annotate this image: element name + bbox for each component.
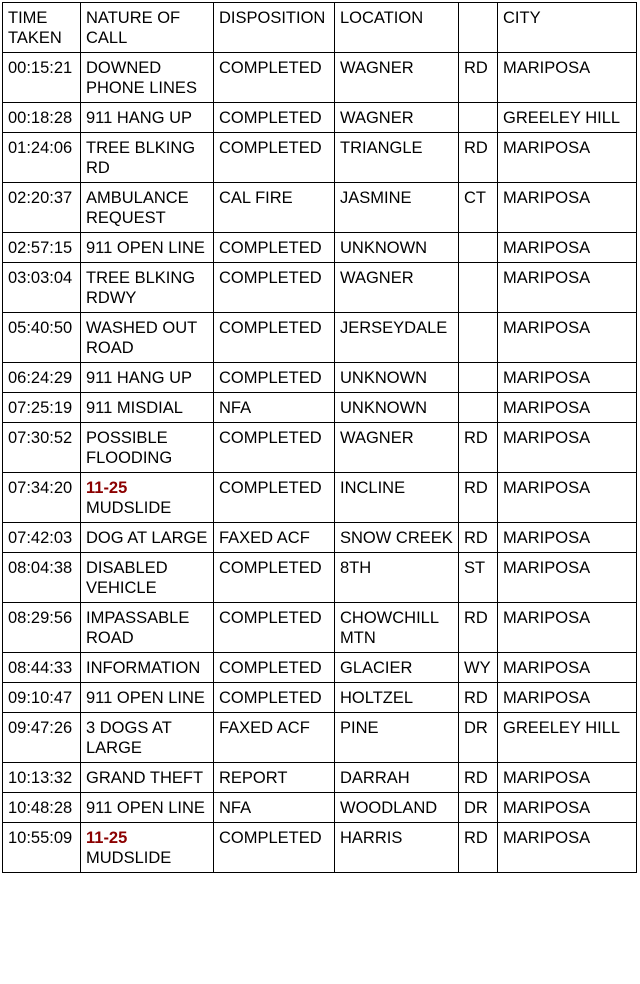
nature-text: 911 MISDIAL <box>86 399 183 417</box>
time-taken-cell: 07:25:19 <box>3 393 81 423</box>
table-row <box>3 603 637 653</box>
city-cell: GREELEY HILL <box>498 713 637 763</box>
time-taken-cell: 08:04:38 <box>3 553 81 603</box>
nature-text: WASHED OUT ROAD <box>86 319 197 357</box>
time-taken-cell: 01:24:06 <box>3 133 81 183</box>
city-cell: MARIPOSA <box>498 393 637 423</box>
location-cell: JERSEYDALE <box>335 313 459 363</box>
table-row <box>3 133 637 183</box>
table-row <box>3 713 637 763</box>
header-nature-of-call: NATURE OF CALL <box>81 3 214 53</box>
city-cell: MARIPOSA <box>498 53 637 103</box>
street-suffix-cell <box>459 313 498 363</box>
table-row <box>3 183 637 233</box>
street-suffix-cell: WY <box>459 653 498 683</box>
nature-of-call-cell <box>81 603 214 653</box>
location-cell: JASMINE <box>335 183 459 233</box>
time-taken-cell: 07:34:20 <box>3 473 81 523</box>
nature-text: IMPASSABLE ROAD <box>86 609 190 647</box>
street-suffix-cell: CT <box>459 183 498 233</box>
street-suffix-cell: RD <box>459 53 498 103</box>
nature-of-call-cell <box>81 763 214 793</box>
city-cell: MARIPOSA <box>498 683 637 713</box>
nature-text: AMBULANCE REQUEST <box>86 189 189 227</box>
city-cell: MARIPOSA <box>498 423 637 473</box>
location-cell: GLACIER <box>335 653 459 683</box>
nature-text: 3 DOGS AT LARGE <box>86 719 172 757</box>
street-suffix-cell: DR <box>459 713 498 763</box>
nature-of-call-cell <box>81 133 214 183</box>
location-cell: INCLINE <box>335 473 459 523</box>
disposition-cell: NFA <box>214 393 335 423</box>
city-cell: MARIPOSA <box>498 133 637 183</box>
nature-of-call-cell <box>81 713 214 763</box>
time-taken-cell: 02:57:15 <box>3 233 81 263</box>
time-taken-cell: 07:30:52 <box>3 423 81 473</box>
disposition-cell: COMPLETED <box>214 263 335 313</box>
time-taken-cell: 09:47:26 <box>3 713 81 763</box>
street-suffix-cell: ST <box>459 553 498 603</box>
location-cell: HARRIS <box>335 823 459 873</box>
disposition-cell: COMPLETED <box>214 363 335 393</box>
table-row <box>3 473 637 523</box>
street-suffix-cell: RD <box>459 763 498 793</box>
header-street-suffix <box>459 3 498 53</box>
nature-of-call-cell <box>81 393 214 423</box>
disposition-cell: COMPLETED <box>214 553 335 603</box>
nature-text: MUDSLIDE <box>86 849 172 867</box>
street-suffix-cell <box>459 363 498 393</box>
table-row <box>3 553 637 603</box>
street-suffix-cell: RD <box>459 603 498 653</box>
table-row <box>3 103 637 133</box>
table-row <box>3 823 637 873</box>
city-cell: MARIPOSA <box>498 313 637 363</box>
table-row <box>3 423 637 473</box>
city-cell: GREELEY HILL <box>498 103 637 133</box>
nature-text: DOG AT LARGE <box>86 529 208 547</box>
time-taken-cell: 07:42:03 <box>3 523 81 553</box>
street-suffix-cell: RD <box>459 823 498 873</box>
nature-of-call-cell <box>81 363 214 393</box>
city-cell: MARIPOSA <box>498 823 637 873</box>
nature-of-call-cell <box>81 653 214 683</box>
location-cell: WAGNER <box>335 423 459 473</box>
disposition-cell: COMPLETED <box>214 53 335 103</box>
city-cell: MARIPOSA <box>498 233 637 263</box>
street-suffix-cell <box>459 393 498 423</box>
nature-text: DISABLED VEHICLE <box>86 559 168 597</box>
incident-code: 11-25 <box>86 479 128 497</box>
nature-text: 911 HANG UP <box>86 369 193 387</box>
table-row <box>3 653 637 683</box>
disposition-cell: COMPLETED <box>214 313 335 363</box>
disposition-cell: COMPLETED <box>214 473 335 523</box>
street-suffix-cell <box>459 103 498 133</box>
nature-of-call-cell <box>81 53 214 103</box>
location-cell: DARRAH <box>335 763 459 793</box>
table-row <box>3 313 637 363</box>
disposition-cell: COMPLETED <box>214 233 335 263</box>
location-cell: WAGNER <box>335 263 459 313</box>
nature-text: 911 OPEN LINE <box>86 799 205 817</box>
street-suffix-cell: RD <box>459 133 498 183</box>
header-city: CITY <box>498 3 637 53</box>
nature-of-call-cell <box>81 793 214 823</box>
nature-text: 911 OPEN LINE <box>86 689 205 707</box>
city-cell: MARIPOSA <box>498 183 637 233</box>
nature-text: INFORMATION <box>86 659 201 677</box>
time-taken-cell: 00:15:21 <box>3 53 81 103</box>
table-row <box>3 263 637 313</box>
city-cell: MARIPOSA <box>498 763 637 793</box>
table-row <box>3 233 637 263</box>
table-row <box>3 363 637 393</box>
time-taken-cell: 02:20:37 <box>3 183 81 233</box>
nature-of-call-cell <box>81 423 214 473</box>
city-cell: MARIPOSA <box>498 553 637 603</box>
time-taken-cell: 00:18:28 <box>3 103 81 133</box>
city-cell: MARIPOSA <box>498 653 637 683</box>
nature-of-call-cell <box>81 553 214 603</box>
disposition-cell: FAXED ACF <box>214 523 335 553</box>
street-suffix-cell <box>459 233 498 263</box>
nature-text: 911 OPEN LINE <box>86 239 205 257</box>
disposition-cell: COMPLETED <box>214 133 335 183</box>
time-taken-cell: 10:13:32 <box>3 763 81 793</box>
disposition-cell: COMPLETED <box>214 653 335 683</box>
disposition-cell: COMPLETED <box>214 423 335 473</box>
nature-of-call-cell <box>81 523 214 553</box>
disposition-cell: REPORT <box>214 763 335 793</box>
disposition-cell: CAL FIRE <box>214 183 335 233</box>
street-suffix-cell: DR <box>459 793 498 823</box>
nature-of-call-cell <box>81 823 214 873</box>
table-row <box>3 393 637 423</box>
time-taken-cell: 06:24:29 <box>3 363 81 393</box>
nature-of-call-cell <box>81 233 214 263</box>
city-cell: MARIPOSA <box>498 363 637 393</box>
street-suffix-cell: RD <box>459 473 498 523</box>
nature-text: 911 HANG UP <box>86 109 193 127</box>
header-row <box>3 3 637 53</box>
table-row <box>3 53 637 103</box>
nature-text: MUDSLIDE <box>86 499 172 517</box>
disposition-cell: COMPLETED <box>214 823 335 873</box>
city-cell: MARIPOSA <box>498 523 637 553</box>
nature-text: GRAND THEFT <box>86 769 204 787</box>
time-taken-cell: 05:40:50 <box>3 313 81 363</box>
call-log-body <box>3 53 637 873</box>
disposition-cell: COMPLETED <box>214 683 335 713</box>
nature-text: POSSIBLE FLOODING <box>86 429 173 467</box>
nature-of-call-cell <box>81 473 214 523</box>
header-disposition: DISPOSITION <box>214 3 335 53</box>
city-cell: MARIPOSA <box>498 473 637 523</box>
location-cell: SNOW CREEK <box>335 523 459 553</box>
disposition-cell: COMPLETED <box>214 603 335 653</box>
header-time-taken: TIME TAKEN <box>3 3 81 53</box>
time-taken-cell: 08:29:56 <box>3 603 81 653</box>
disposition-cell: COMPLETED <box>214 103 335 133</box>
location-cell: WOODLAND <box>335 793 459 823</box>
location-cell: UNKNOWN <box>335 393 459 423</box>
nature-of-call-cell <box>81 683 214 713</box>
header-location: LOCATION <box>335 3 459 53</box>
location-cell: HOLTZEL <box>335 683 459 713</box>
call-log-table <box>2 2 637 873</box>
city-cell: MARIPOSA <box>498 793 637 823</box>
location-cell: 8TH <box>335 553 459 603</box>
location-cell: TRIANGLE <box>335 133 459 183</box>
location-cell: WAGNER <box>335 103 459 133</box>
disposition-cell: FAXED ACF <box>214 713 335 763</box>
street-suffix-cell: RD <box>459 523 498 553</box>
time-taken-cell: 03:03:04 <box>3 263 81 313</box>
incident-code: 11-25 <box>86 829 128 847</box>
street-suffix-cell <box>459 263 498 313</box>
nature-text: DOWNED PHONE LINES <box>86 59 197 97</box>
location-cell: UNKNOWN <box>335 363 459 393</box>
time-taken-cell: 08:44:33 <box>3 653 81 683</box>
nature-of-call-cell <box>81 183 214 233</box>
location-cell: PINE <box>335 713 459 763</box>
street-suffix-cell: RD <box>459 683 498 713</box>
table-row <box>3 793 637 823</box>
city-cell: MARIPOSA <box>498 603 637 653</box>
time-taken-cell: 10:48:28 <box>3 793 81 823</box>
location-cell: CHOWCHILL MTN <box>335 603 459 653</box>
table-row <box>3 523 637 553</box>
location-cell: WAGNER <box>335 53 459 103</box>
city-cell: MARIPOSA <box>498 263 637 313</box>
nature-text: TREE BLKING RDWY <box>86 269 196 307</box>
location-cell: UNKNOWN <box>335 233 459 263</box>
table-row <box>3 683 637 713</box>
time-taken-cell: 10:55:09 <box>3 823 81 873</box>
nature-text: TREE BLKING RD <box>86 139 196 177</box>
nature-of-call-cell <box>81 313 214 363</box>
time-taken-cell: 09:10:47 <box>3 683 81 713</box>
table-row <box>3 763 637 793</box>
street-suffix-cell: RD <box>459 423 498 473</box>
disposition-cell: NFA <box>214 793 335 823</box>
nature-of-call-cell <box>81 263 214 313</box>
nature-of-call-cell <box>81 103 214 133</box>
